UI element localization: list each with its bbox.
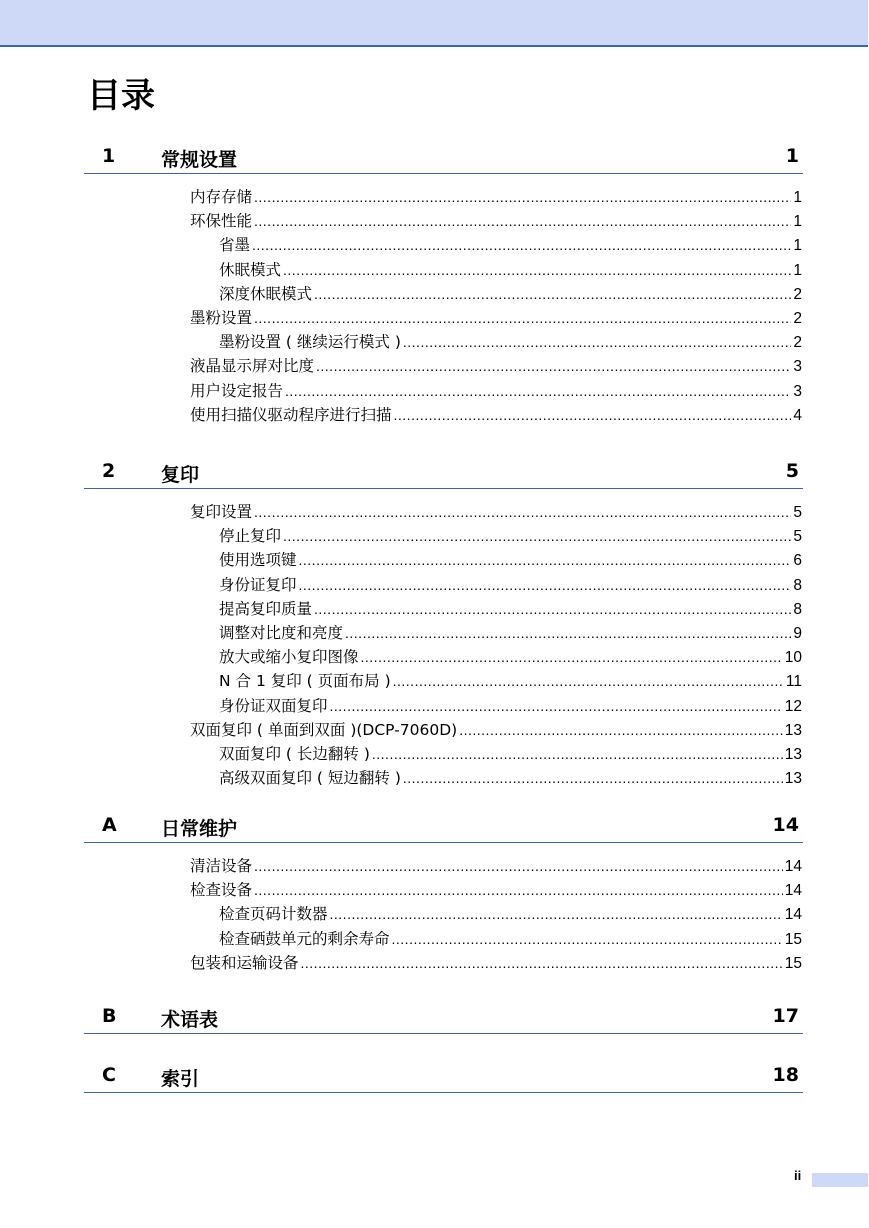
toc-subentry[interactable] xyxy=(84,645,802,669)
entry-title: 调整对比度和亮度 xyxy=(219,623,344,642)
dot-leader xyxy=(254,878,783,902)
toc-entry[interactable] xyxy=(84,306,802,330)
entry-page-number: 9 xyxy=(793,624,802,642)
entry-page-number: 6 xyxy=(793,552,802,570)
toc-entry[interactable] xyxy=(84,403,802,427)
dot-leader xyxy=(392,927,783,951)
dot-leader xyxy=(283,258,791,282)
entry-title: 放大或缩小复印图像 xyxy=(219,648,359,667)
chapter-a xyxy=(84,812,803,975)
dot-leader xyxy=(283,524,791,548)
dot-leader xyxy=(403,330,791,354)
page-title: 目录 xyxy=(87,76,155,116)
entry-title: 提高复印质量 xyxy=(219,599,313,618)
page-number: ii xyxy=(794,1168,802,1183)
entry-page-number: 12 xyxy=(784,697,802,715)
dot-leader xyxy=(314,597,791,621)
toc-entry[interactable] xyxy=(84,209,802,233)
entry-title: 身份证复印 xyxy=(219,575,297,594)
entry-page-number: 2 xyxy=(793,309,802,327)
toc-entry[interactable] xyxy=(84,354,802,378)
entry-page-number: 2 xyxy=(793,285,802,303)
entry-title: 双面复印 ( 长边翻转 ) xyxy=(219,744,370,763)
toc-subentry[interactable] xyxy=(84,669,802,693)
toc-subentry[interactable] xyxy=(84,621,802,645)
chapter-heading[interactable] xyxy=(84,1062,803,1093)
entry-title: 省墨 xyxy=(219,236,251,255)
entry-title: 深度休眠模式 xyxy=(219,284,313,303)
toc-entry[interactable] xyxy=(84,951,802,975)
dot-leader xyxy=(254,854,783,878)
entry-page-number: 5 xyxy=(793,528,802,546)
chapter-1 xyxy=(84,143,803,427)
entry-page-number: 13 xyxy=(784,745,802,763)
toc-subentry[interactable] xyxy=(84,927,802,951)
toc-entry-list xyxy=(84,489,803,790)
footer-tab xyxy=(812,1173,868,1187)
entry-title: 休眠模式 xyxy=(219,260,282,279)
chapter-page-number: 14 xyxy=(772,814,799,836)
entry-page-number: 14 xyxy=(784,882,802,900)
chapter-heading[interactable] xyxy=(84,812,803,843)
entry-page-number: 13 xyxy=(784,721,802,739)
entry-title: 检查硒鼓单元的剩余寿命 xyxy=(219,929,390,948)
chapter-number: C xyxy=(102,1064,116,1086)
chapter-heading[interactable] xyxy=(84,143,803,174)
entry-page-number: 1 xyxy=(793,189,802,206)
entry-page-number: 2 xyxy=(793,334,802,352)
entry-title: 内存存储 xyxy=(190,188,253,206)
dot-leader xyxy=(301,951,783,975)
toc-entry[interactable] xyxy=(84,878,802,902)
toc-subentry[interactable] xyxy=(84,694,802,718)
entry-page-number: 11 xyxy=(785,673,802,691)
entry-page-number: 1 xyxy=(793,213,802,231)
entry-title: N 合 1 复印 ( 页面布局 ) xyxy=(219,672,391,691)
toc-subentry[interactable] xyxy=(84,258,802,282)
entry-title: 高级双面复印 ( 短边翻转 ) xyxy=(219,769,401,788)
chapter-heading[interactable] xyxy=(84,1003,803,1034)
toc-subentry[interactable] xyxy=(84,766,802,790)
chapter-2 xyxy=(84,458,803,790)
dot-leader xyxy=(330,694,783,718)
dot-leader xyxy=(459,718,783,742)
chapter-page-number: 1 xyxy=(785,145,799,167)
entry-title: 使用选项键 xyxy=(219,551,297,570)
entry-title: 用户设定报告 xyxy=(190,381,284,400)
chapter-title: 日常维护 xyxy=(161,818,238,840)
entry-page-number: 8 xyxy=(793,600,802,618)
chapter-b xyxy=(84,1003,803,1034)
toc-subentry[interactable] xyxy=(84,524,802,548)
entry-page-number: 3 xyxy=(793,382,802,400)
entry-title: 液晶显示屏对比度 xyxy=(190,357,315,376)
entry-title: 检查页码计数器 xyxy=(219,905,328,924)
dot-leader xyxy=(394,403,792,427)
toc-subentry[interactable] xyxy=(84,742,802,766)
entry-page-number: 5 xyxy=(793,504,802,521)
chapter-page-number: 18 xyxy=(772,1064,799,1086)
entry-title: 检查设备 xyxy=(190,881,253,900)
toc-subentry[interactable] xyxy=(84,282,802,306)
chapter-number: B xyxy=(102,1005,117,1027)
dot-leader xyxy=(314,282,791,306)
entry-page-number: 14 xyxy=(784,906,802,924)
entry-page-number: 15 xyxy=(784,954,802,972)
chapter-number: A xyxy=(102,814,117,836)
toc-entry[interactable] xyxy=(84,185,802,209)
dot-leader xyxy=(252,233,791,257)
toc-subentry[interactable] xyxy=(84,330,802,354)
toc-subentry[interactable] xyxy=(84,548,802,572)
entry-title: 复印设置 xyxy=(190,503,253,521)
chapter-number: 2 xyxy=(102,460,116,482)
chapter-title: 常规设置 xyxy=(161,149,238,171)
toc-subentry[interactable] xyxy=(84,902,802,926)
dot-leader xyxy=(330,902,783,926)
entry-title: 停止复印 xyxy=(219,527,282,546)
toc-subentry[interactable] xyxy=(84,233,802,257)
toc-subentry[interactable] xyxy=(84,573,802,597)
dot-leader xyxy=(372,742,783,766)
chapter-page-number: 17 xyxy=(772,1005,799,1027)
entry-page-number: 1 xyxy=(793,237,802,255)
chapter-title: 复印 xyxy=(161,464,200,486)
entry-title: 双面复印 ( 单面到双面 )(DCP-7060D) xyxy=(190,720,458,739)
dot-leader xyxy=(316,354,791,378)
toc-entry-list xyxy=(84,843,803,975)
entry-title: 身份证双面复印 xyxy=(219,696,328,715)
dot-leader xyxy=(299,548,792,572)
entry-page-number: 15 xyxy=(784,930,802,948)
entry-page-number: 14 xyxy=(784,858,802,875)
dot-leader xyxy=(393,669,784,693)
toc-entry[interactable] xyxy=(84,379,802,403)
entry-title: 包装和运输设备 xyxy=(190,953,299,972)
entry-page-number: 13 xyxy=(784,770,802,788)
entry-title: 使用扫描仪驱动程序进行扫描 xyxy=(190,405,392,424)
dot-leader xyxy=(285,379,791,403)
chapter-number: 1 xyxy=(102,145,116,167)
entry-page-number: 4 xyxy=(793,406,802,424)
toc-entry[interactable] xyxy=(84,854,802,878)
dot-leader xyxy=(254,209,791,233)
entry-title: 墨粉设置 ( 继续运行模式 ) xyxy=(219,333,401,352)
entry-page-number: 3 xyxy=(793,358,802,376)
toc-entry[interactable] xyxy=(84,718,802,742)
toc-entry-list xyxy=(84,174,803,427)
chapter-heading[interactable] xyxy=(84,458,803,489)
chapter-c xyxy=(84,1062,803,1093)
toc-subentry[interactable] xyxy=(84,597,802,621)
entry-title: 环保性能 xyxy=(190,212,253,231)
dot-leader xyxy=(254,500,791,524)
dot-leader xyxy=(345,621,791,645)
entry-page-number: 8 xyxy=(793,576,802,594)
chapter-title: 术语表 xyxy=(161,1009,219,1031)
chapter-page-number: 5 xyxy=(785,460,799,482)
entry-page-number: 10 xyxy=(784,649,802,667)
dot-leader xyxy=(299,573,792,597)
entry-title: 清洁设备 xyxy=(190,857,253,875)
dot-leader xyxy=(254,306,791,330)
dot-leader xyxy=(254,185,791,209)
dot-leader xyxy=(361,645,783,669)
toc-entry[interactable] xyxy=(84,500,802,524)
chapter-title: 索引 xyxy=(161,1068,200,1090)
entry-page-number: 1 xyxy=(793,261,802,279)
dot-leader xyxy=(403,766,783,790)
entry-title: 墨粉设置 xyxy=(190,308,253,327)
